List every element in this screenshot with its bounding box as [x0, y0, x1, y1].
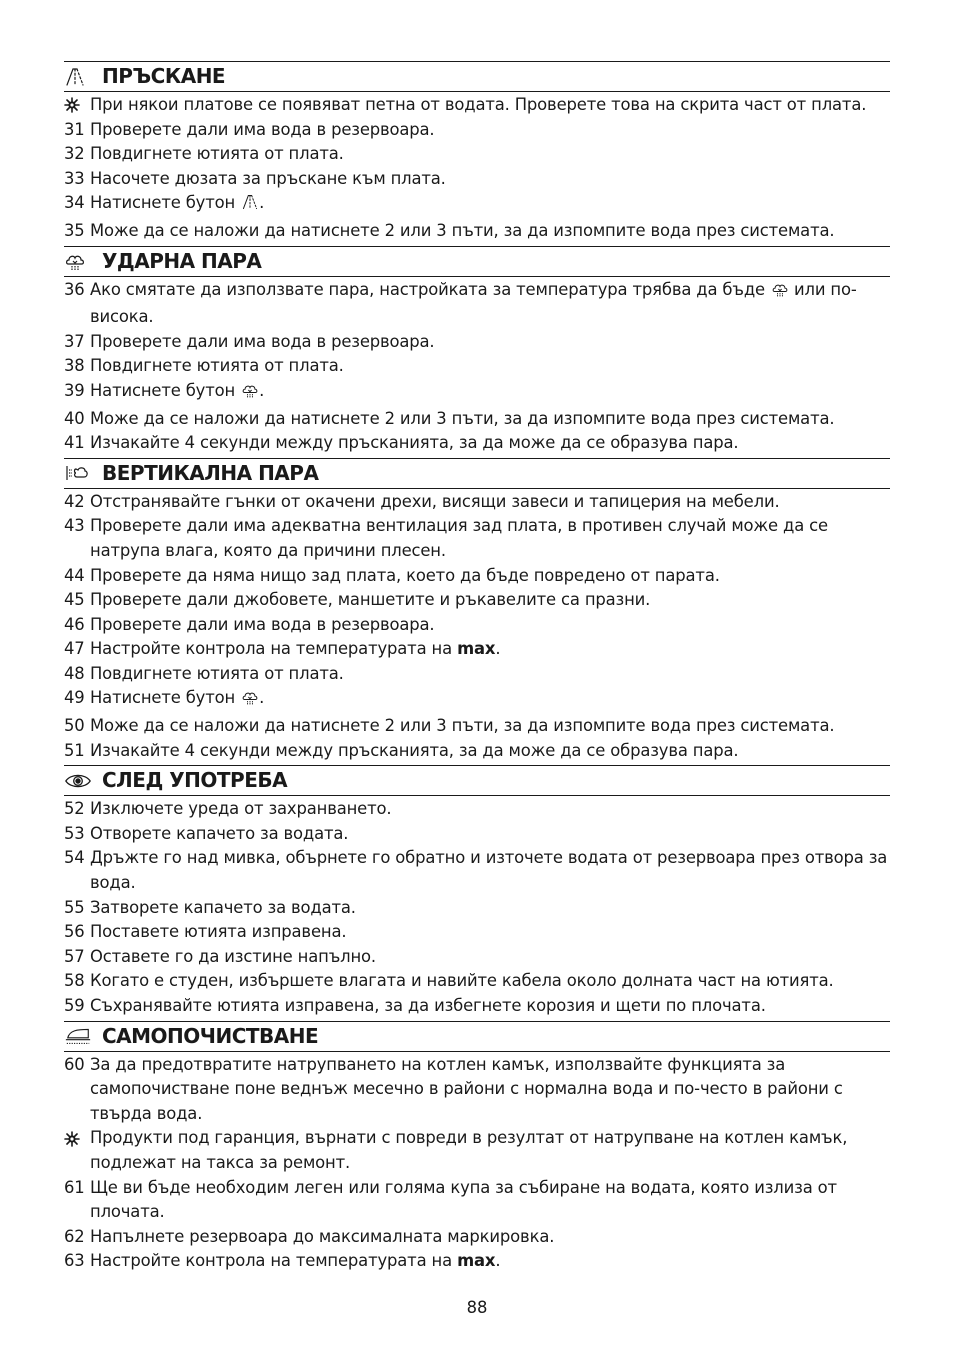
page-number: 88 [466, 1298, 488, 1317]
item-text [90, 191, 890, 219]
item-text-main: Може да се наложи да натиснете 2 или 3 пъти, за да изпомпите вода през системата. [90, 716, 835, 736]
item-text [90, 219, 890, 244]
caution-star-icon [64, 93, 90, 118]
item-number: 49 [64, 688, 85, 708]
item-text [90, 1053, 890, 1127]
item-text [90, 920, 890, 945]
item-number: 56 [64, 922, 85, 942]
item-text-main: При някои платове се появяват петна от водата. Проверете това на скрита част от плата. [90, 95, 867, 114]
item-text [90, 142, 890, 167]
item-text [90, 714, 890, 739]
item-text [90, 431, 890, 456]
section-items [64, 277, 890, 457]
list-item [64, 142, 890, 167]
list-item [64, 219, 890, 244]
list-item [64, 407, 890, 432]
item-text-main: Отворете капачето за водата. [90, 823, 349, 843]
list-item [64, 1176, 890, 1225]
item-text-main: Затворете капачето за водата. [90, 897, 356, 917]
item-text-suffix: . [259, 688, 265, 708]
item-text [90, 564, 890, 589]
shot-of-steam-icon [771, 280, 789, 306]
item-text-main: Ще ви бъде необходим леген или голяма купа за събиране на водата, която излиза от плочата. [90, 1177, 837, 1222]
list-item [64, 969, 890, 994]
item-text [90, 896, 890, 921]
item-text [90, 330, 890, 355]
list-item [64, 431, 890, 456]
item-number: 58 [64, 971, 85, 991]
shot-of-steam-icon [241, 688, 259, 714]
item-text-bold: max [457, 1251, 496, 1271]
item-text [90, 1126, 890, 1175]
list-item [64, 797, 890, 822]
item-number: 38 [64, 356, 85, 376]
item-number: 37 [64, 331, 85, 351]
item-text-main: Може да се наложи да натиснете 2 или 3 пъти, за да изпомпите вода през системата. [90, 408, 835, 428]
section-header [64, 246, 890, 277]
section-items [64, 489, 890, 765]
item-text [90, 613, 890, 638]
list-item [64, 588, 890, 613]
item-text-main: Отстранявайте гънки от окачени дрехи, висящи завеси и тапицерия на мебели. [90, 491, 780, 511]
list-item [64, 920, 890, 945]
list-item [64, 822, 890, 847]
spray-icon [64, 66, 92, 88]
item-text [90, 969, 890, 994]
list-item [64, 1249, 890, 1274]
item-text [90, 588, 890, 613]
item-text-after: или по-висока. [90, 279, 857, 327]
item-text-main: Когато е студен, избършете влагата и навийте кабела около долната част на ютията. [90, 971, 834, 991]
item-text [90, 1249, 890, 1274]
list-item [64, 514, 890, 563]
section-header [64, 1021, 890, 1052]
item-number: 33 [64, 168, 85, 188]
item-text-main: Повдигнете ютията от плата. [90, 356, 344, 376]
item-text-main: Изчакайте 4 секунди между пръсканията, за да може да се образува пара. [90, 433, 739, 453]
item-text-main: Настройте контрола на температурата на [90, 639, 452, 659]
list-item [64, 191, 890, 219]
list-item [64, 564, 890, 589]
item-number: 34 [64, 193, 85, 213]
list-item [64, 1053, 890, 1127]
list-item [64, 714, 890, 739]
item-text [90, 739, 890, 764]
item-text [90, 822, 890, 847]
item-number: 62 [64, 1226, 85, 1246]
item-text-suffix: . [259, 193, 265, 213]
item-text [90, 1176, 890, 1225]
item-text-main: Проверете дали джобовете, маншетите и ръкавелите са празни. [90, 590, 651, 610]
item-number: 32 [64, 144, 85, 164]
item-text-main: Може да се наложи да натиснете 2 или 3 пъти, за да изпомпите вода през системата. [90, 220, 835, 240]
item-text [90, 93, 890, 118]
shot-of-steam-icon [64, 250, 92, 272]
item-number: 55 [64, 897, 85, 917]
item-number: 47 [64, 639, 85, 659]
item-number: 57 [64, 946, 85, 966]
list-item [64, 686, 890, 714]
item-number: 59 [64, 996, 85, 1015]
section-title: ПРЪСКАНЕ [102, 64, 226, 88]
list-item [64, 896, 890, 921]
eye-icon [64, 770, 92, 792]
item-text-main: Проверете дали има вода в резервоара. [90, 614, 435, 634]
list-item [64, 662, 890, 687]
item-text-suffix: . [495, 1251, 501, 1271]
item-number: 50 [64, 716, 85, 736]
item-text-main: Поставете ютията изправена. [90, 922, 347, 942]
item-text [90, 1225, 890, 1250]
section-title: САМОПОЧИСТВАНЕ [102, 1023, 319, 1048]
item-text [90, 945, 890, 970]
item-number: 41 [64, 433, 85, 453]
item-text [90, 490, 890, 515]
section-title: ВЕРТИКАЛНА ПАРА [102, 460, 319, 485]
section-header [64, 61, 890, 92]
item-number: 53 [64, 823, 85, 843]
item-text-main: Продукти под гаранция, върнати с повреди в резултат от натрупване на котлен камък, подлежат на такса за ремонт. [90, 1128, 848, 1172]
item-text-main: Натиснете бутон [90, 193, 236, 213]
vertical-steam-icon [64, 462, 92, 484]
item-number: 40 [64, 408, 85, 428]
iron-self-clean-icon [64, 1025, 92, 1047]
list-item [64, 1126, 890, 1175]
item-text [90, 407, 890, 432]
item-number: 36 [64, 279, 85, 299]
item-text [90, 686, 890, 714]
list-item [64, 93, 890, 118]
list-item [64, 994, 890, 1019]
list-item [64, 490, 890, 515]
item-number: 61 [64, 1177, 85, 1197]
list-item [64, 613, 890, 638]
item-text [90, 662, 890, 687]
list-item [64, 637, 890, 662]
item-number: 44 [64, 565, 85, 585]
list-item [64, 945, 890, 970]
item-number: 60 [64, 1054, 85, 1074]
item-text-bold: max [457, 639, 496, 659]
shot-of-steam-icon [241, 381, 259, 407]
list-item [64, 330, 890, 355]
item-text [90, 118, 890, 143]
item-text [90, 278, 890, 330]
list-item [64, 118, 890, 143]
section-items [64, 92, 890, 245]
item-text-main: Дръжте го над мивка, обърнете го обратно и източете водата от резервоара през отвора за вода. [90, 848, 888, 893]
item-text [90, 354, 890, 379]
item-number: 42 [64, 491, 85, 511]
item-text-main: Настройте контрола на температурата на [90, 1251, 452, 1271]
item-text-main: Натиснете бутон [90, 688, 236, 708]
item-number: 45 [64, 590, 85, 610]
item-text-main: Изчакайте 4 секунди между пръсканията, за да може да се образува пара. [90, 740, 739, 760]
item-text-main: Съхранявайте ютията изправена, за да избегнете корозия и щети по плочата. [90, 996, 766, 1015]
item-text [90, 167, 890, 192]
section-title: УДАРНА ПАРА [102, 248, 262, 273]
item-text-main: Проверете дали има вода в резервоара. [90, 119, 435, 139]
item-text-main: Ако смятате да използвате пара, настройката за температура трябва да бъде [90, 279, 765, 299]
section-items [64, 796, 890, 1019]
item-text-main: Повдигнете ютията от плата. [90, 144, 344, 164]
item-text-main: Оставете го да изстине напълно. [90, 946, 376, 966]
item-number: 43 [64, 516, 85, 536]
item-number: 31 [64, 119, 85, 139]
item-number: 48 [64, 663, 85, 683]
list-item [64, 739, 890, 764]
list-item [64, 1225, 890, 1250]
section-title: СЛЕД УПОТРЕБА [102, 768, 288, 793]
item-number: 39 [64, 380, 85, 400]
item-text [90, 514, 890, 563]
item-text-main: Проверете дали има вода в резервоара. [90, 331, 435, 351]
item-text-main: За да предотвратите натрупването на котлен камък, използвайте функцията за самопочистване поне веднъж месечно в райони с нормална вода и по-често в райони с твърда вода. [90, 1054, 843, 1123]
item-text-suffix: . [495, 639, 501, 659]
item-number: 54 [64, 848, 85, 868]
list-item [64, 278, 890, 330]
list-item [64, 354, 890, 379]
item-text-main: Проверете да няма нищо зад плата, което да бъде повредено от парата. [90, 565, 720, 585]
item-text [90, 797, 890, 822]
item-text [90, 846, 890, 895]
item-text [90, 637, 890, 662]
item-text-main: Насочете дюзата за пръскане към плата. [90, 168, 446, 188]
item-text [90, 379, 890, 407]
item-text-main: Проверете дали има адекватна вентилация зад плата, в противен случай може да се натрупа влага, която да причини плесен. [90, 516, 828, 560]
item-text-suffix: . [259, 380, 265, 400]
item-number: 63 [64, 1251, 85, 1271]
item-text-main: Напълнете резервоара до максималната маркировка. [90, 1226, 555, 1246]
section-header [64, 765, 890, 796]
caution-star-icon [64, 1126, 90, 1151]
item-text-main: Натиснете бутон [90, 380, 236, 400]
list-item [64, 167, 890, 192]
item-text [90, 994, 890, 1019]
item-number: 35 [64, 220, 85, 240]
section-items [64, 1052, 890, 1275]
item-number: 52 [64, 799, 85, 819]
section-header [64, 458, 890, 489]
item-number: 51 [64, 740, 85, 760]
item-text-main: Изключете уреда от захранването. [90, 799, 392, 819]
list-item [64, 846, 890, 895]
manual-page [64, 61, 890, 1275]
item-text-main: Повдигнете ютията от плата. [90, 663, 344, 683]
item-number: 46 [64, 614, 85, 634]
list-item [64, 379, 890, 407]
spray-icon [241, 193, 259, 219]
